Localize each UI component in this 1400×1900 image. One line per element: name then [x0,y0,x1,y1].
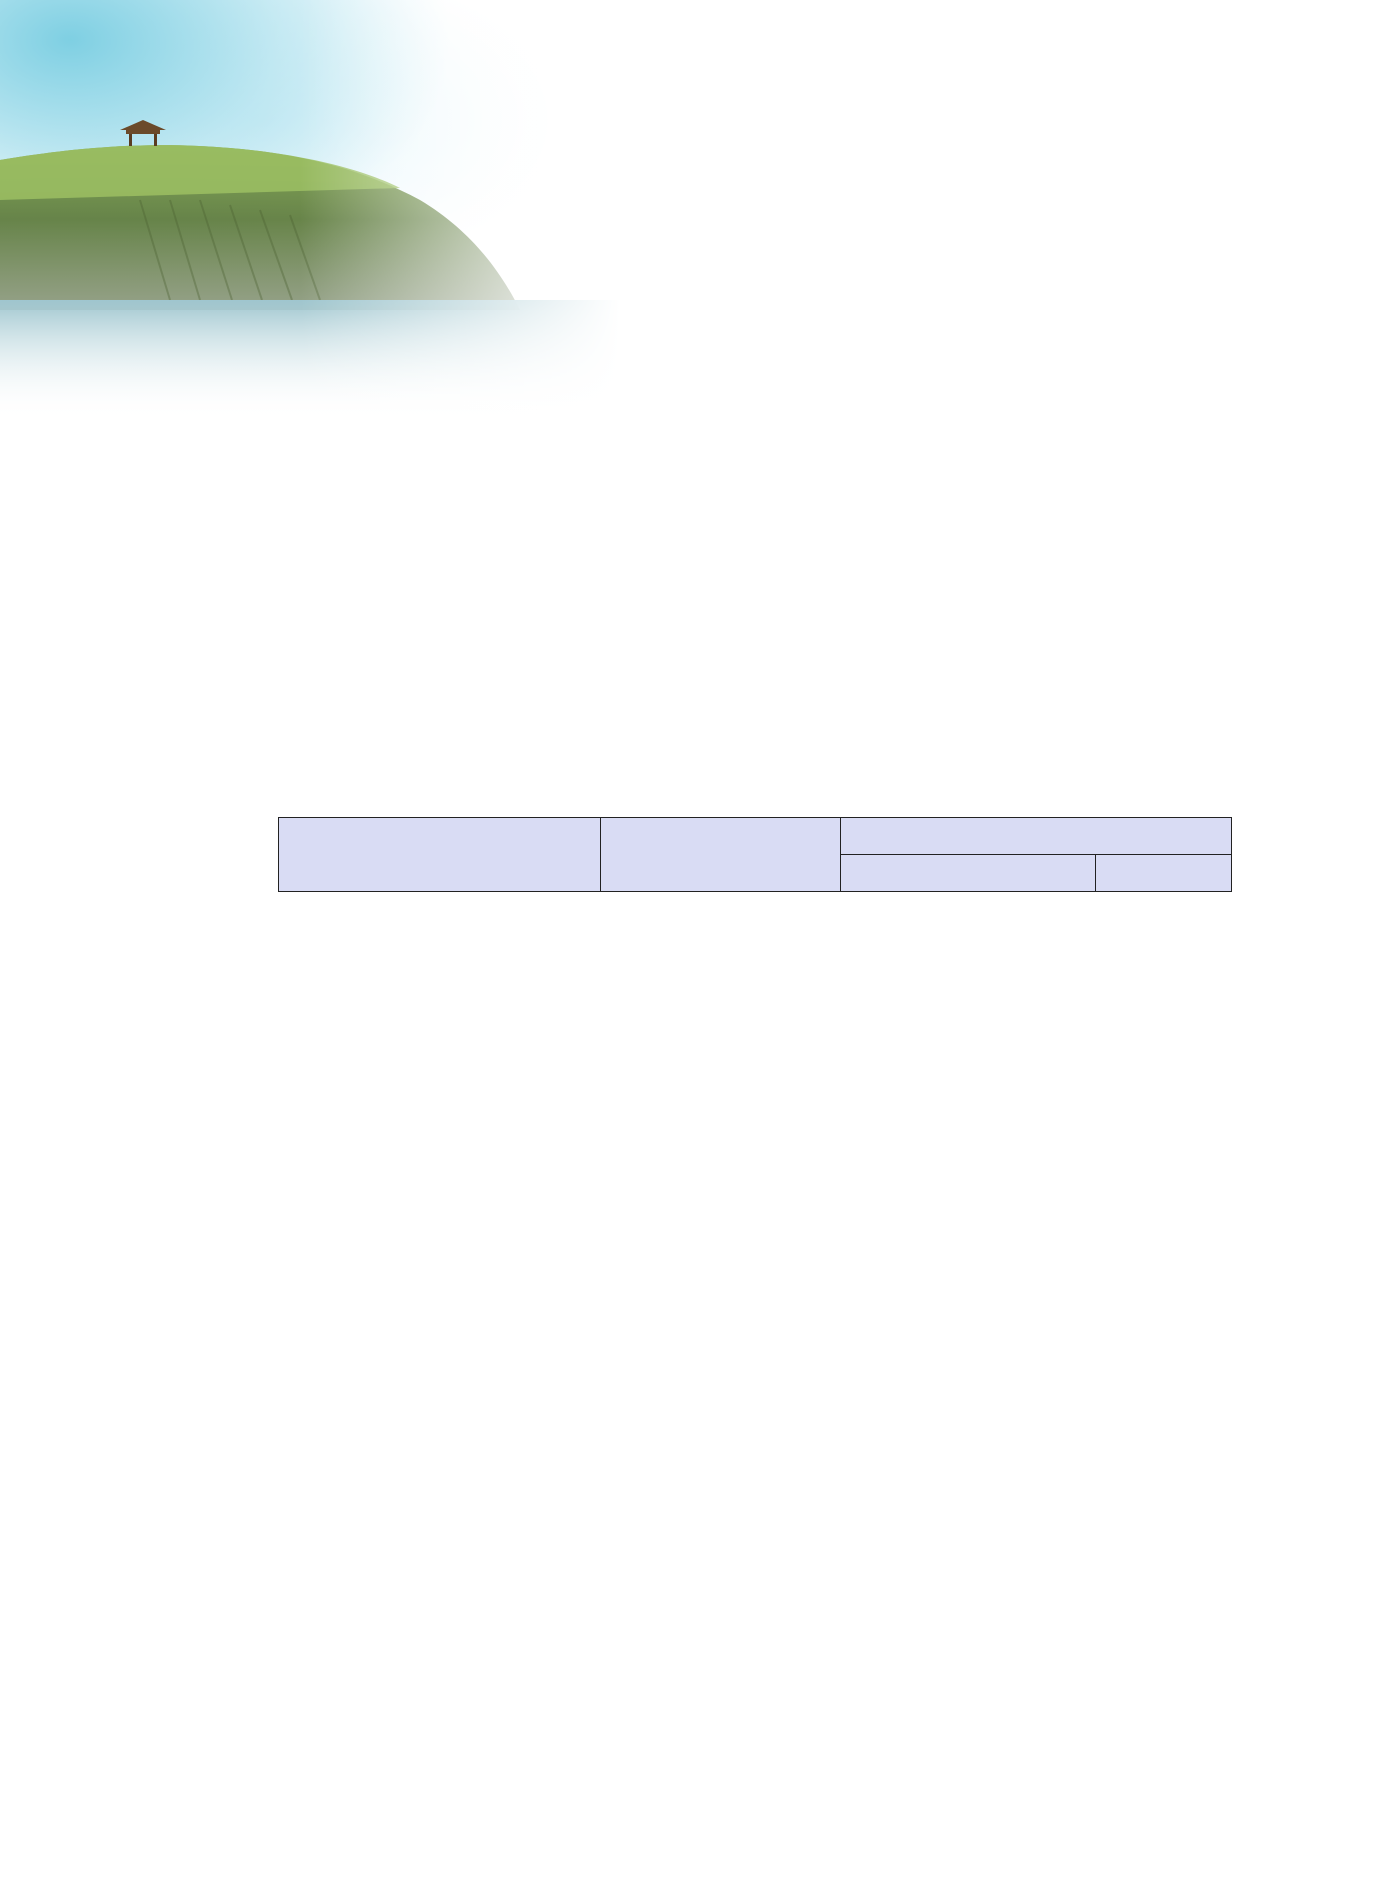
section-title [274,770,282,796]
header-row-1 [279,818,1232,855]
header-budget [601,818,841,892]
headland-illustration [0,0,620,420]
header-percent [1096,855,1232,892]
budget-final-accounts-table [278,817,1232,892]
pavilion-icon [120,120,166,146]
header-item [279,818,601,892]
landscape-banner [0,0,620,420]
header-final-group [841,818,1232,855]
header-amount [841,855,1096,892]
